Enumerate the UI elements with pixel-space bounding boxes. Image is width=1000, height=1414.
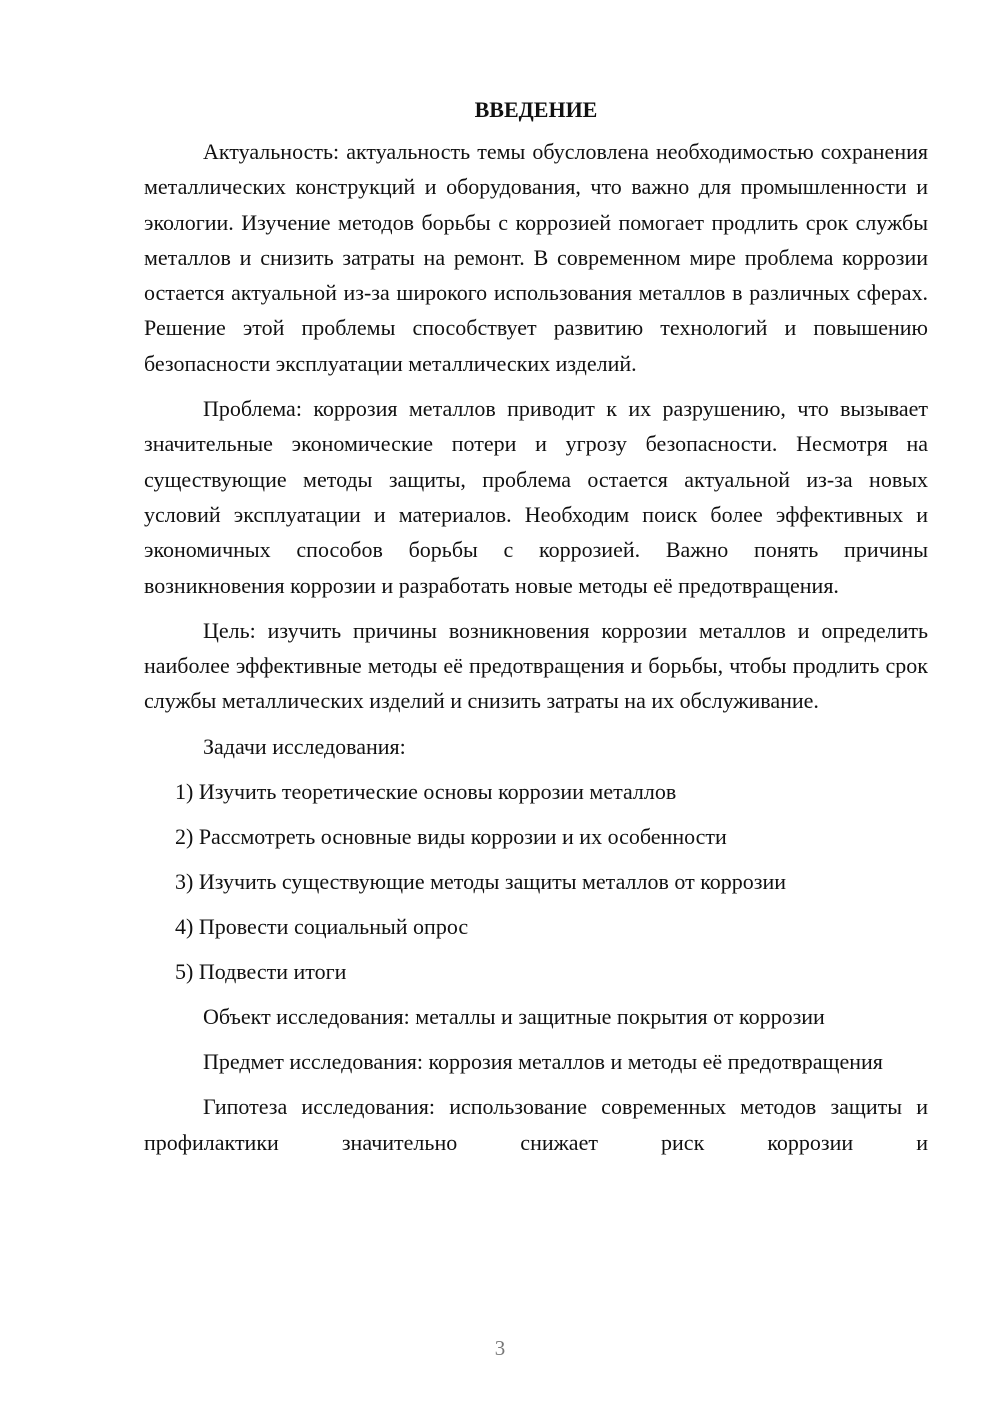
list-item: 3) Изучить существующие методы защиты металлов от коррозии: [175, 868, 787, 894]
paragraph-subject: Предмет исследования: коррозия металлов и методы её предотвращения: [203, 1049, 883, 1075]
paragraph-object: Объект исследования: металлы и защитные покрытия от коррозии: [203, 1003, 825, 1029]
tasks-label: Задачи исследования:: [203, 733, 406, 759]
page-number: 3: [494, 1336, 506, 1360]
document-page: [144, 92, 928, 1160]
paragraph-relevance: Актуальность: актуальность темы обусловлена необходимостью сохранения металлических конструкций и оборудования, что важно для промышленности и экологии. Изучение методов борьбы с коррозией помогает продлить срок службы металлов и снизить затраты на ремонт. В современном мире проблема коррозии остается актуальной из-за широкого использования металлов в различных сферах. Решение этой проблемы способствует развитию технологий и повышению безопасности эксплуатации металлических изделий.: [144, 139, 928, 376]
list-item: 5) Подвести итоги: [175, 958, 347, 984]
paragraph-problem: Проблема: коррозия металлов приводит к их разрушению, что вызывает значительные экономические потери и угрозу безопасности. Несмотря на существующие методы защиты, проблема остается актуальной из-за новых условий эксплуатации и материалов. Необходим поиск более эффективных и экономичных способов борьбы с коррозией. Важно понять причины возникновения коррозии и разработать новые методы её предотвращения.: [144, 396, 928, 598]
list-item: 4) Провести социальный опрос: [175, 913, 469, 939]
section-heading: ВВЕДЕНИЕ: [474, 97, 598, 122]
paragraph-goal: Цель: изучить причины возникновения коррозии металлов и определить наиболее эффективные методы её предотвращения и борьбы, чтобы продлить срок службы металлических изделий и снизить затраты на их обслуживание.: [144, 617, 928, 714]
list-item: 1) Изучить теоретические основы коррозии металлов: [175, 778, 677, 804]
list-item: 2) Рассмотреть основные виды коррозии и их особенности: [175, 823, 727, 849]
paragraph-hypothesis: Гипотеза исследования: использование современных методов защиты и профилактики значительно снижает риск коррозии и: [144, 1094, 928, 1155]
task-list: [144, 774, 928, 989]
